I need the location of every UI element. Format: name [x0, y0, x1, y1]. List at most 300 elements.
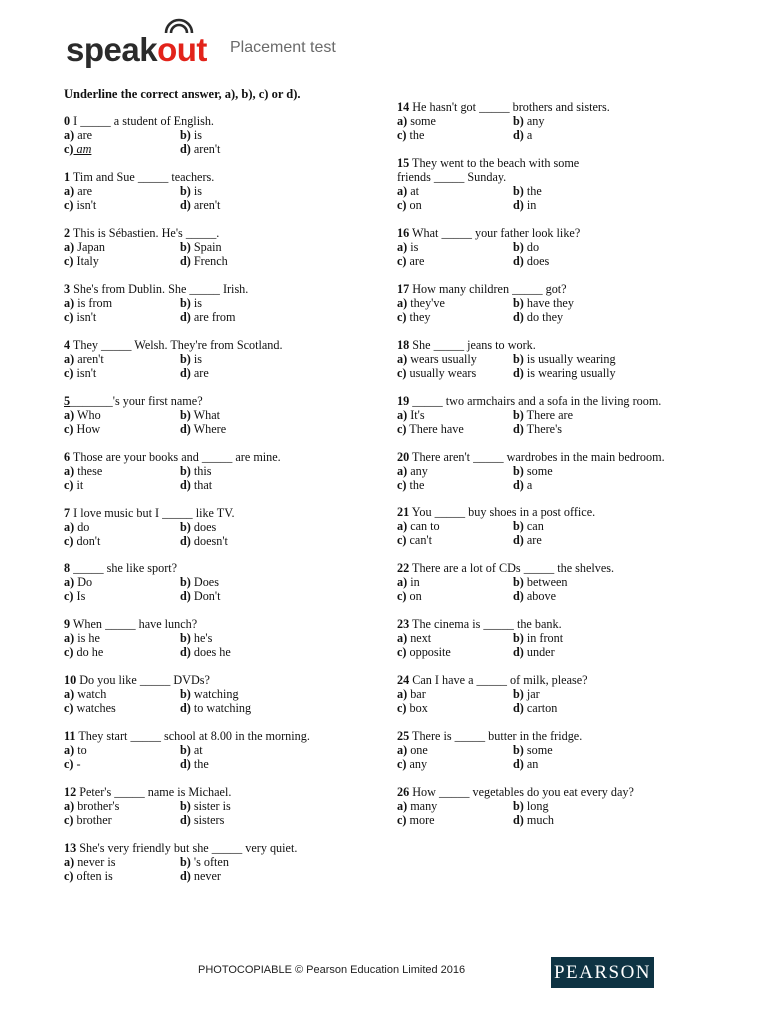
option-b[interactable] [180, 631, 212, 645]
answer-options [64, 575, 221, 603]
option-a[interactable] [397, 575, 420, 589]
answer-blank: _____ [441, 226, 472, 240]
question-text: buy shoes in a post office. [465, 505, 596, 519]
option-d[interactable] [513, 533, 542, 547]
option-d[interactable] [513, 589, 556, 603]
answer-blank: _____ [130, 729, 161, 743]
option-text: Spain [190, 240, 222, 254]
option-text: are [74, 128, 93, 142]
option-c[interactable] [397, 645, 451, 659]
option-text: watches [73, 701, 116, 715]
question-number: 4 [64, 338, 71, 352]
question-19 [397, 394, 661, 436]
question-7 [64, 506, 235, 548]
option-letter: b) [180, 408, 191, 422]
question-number: 25 [397, 729, 410, 743]
answer-blank: _____ [483, 617, 514, 631]
answer-options [397, 408, 661, 436]
option-d[interactable] [513, 422, 562, 436]
question-stem [397, 785, 634, 799]
question-text: How [409, 785, 439, 799]
option-letter: b) [513, 631, 524, 645]
instructions: Underline the correct answer, a), b), c) or d). [64, 87, 301, 101]
option-letter: d) [180, 310, 191, 324]
option-text: Italy [73, 254, 99, 268]
option-letter: a) [64, 184, 75, 198]
option-letter: b) [180, 240, 191, 254]
option-letter: b) [180, 799, 191, 813]
option-a[interactable] [397, 464, 428, 478]
answer-blank: _____ [73, 561, 104, 575]
option-a[interactable] [64, 296, 112, 310]
answer-options [64, 464, 281, 492]
option-a[interactable] [64, 240, 105, 254]
option-letter: d) [513, 757, 524, 771]
question-12 [64, 785, 231, 827]
option-a[interactable] [64, 408, 101, 422]
option-c[interactable] [64, 142, 91, 156]
question-number: 22 [397, 561, 410, 575]
option-letter: a) [64, 520, 75, 534]
option-c[interactable] [64, 589, 85, 603]
option-letter: b) [513, 575, 524, 589]
option-b[interactable] [180, 575, 219, 589]
option-letter: a) [397, 631, 408, 645]
question-3 [64, 282, 248, 324]
question-8 [64, 561, 221, 603]
answer-options [64, 184, 221, 212]
question-text: How many children [409, 282, 513, 296]
option-a[interactable] [64, 855, 115, 869]
question-21 [397, 505, 595, 547]
option-d[interactable] [180, 589, 220, 603]
option-text: don't [73, 534, 101, 548]
option-c[interactable] [64, 198, 96, 212]
option-b[interactable] [180, 464, 212, 478]
option-text: watching [190, 687, 239, 701]
option-c[interactable] [397, 128, 424, 142]
option-d[interactable] [180, 366, 209, 380]
question-9 [64, 617, 231, 659]
option-d[interactable] [180, 310, 236, 324]
option-a[interactable] [64, 520, 89, 534]
option-letter: d) [180, 869, 191, 883]
question-stem [397, 338, 536, 352]
question-25 [397, 729, 582, 771]
option-letter: d) [180, 645, 191, 659]
question-text: wardrobes in the main bedroom. [503, 450, 665, 464]
option-d[interactable] [513, 478, 532, 492]
question-stem [64, 617, 197, 631]
question-1 [64, 170, 221, 212]
option-a[interactable] [397, 799, 437, 813]
option-letter: b) [180, 296, 191, 310]
option-a[interactable] [64, 128, 92, 142]
option-text: does he [190, 645, 231, 659]
question-0 [64, 114, 221, 156]
option-letter: c) [397, 128, 407, 142]
option-letter: c) [397, 533, 407, 547]
option-a[interactable] [397, 184, 419, 198]
option-c[interactable] [64, 422, 100, 436]
option-b[interactable] [180, 240, 222, 254]
option-b[interactable] [513, 575, 568, 589]
option-b[interactable] [180, 128, 202, 142]
answer-options [64, 296, 248, 324]
option-text: any [523, 114, 545, 128]
option-text: Where [190, 422, 227, 436]
option-d[interactable] [513, 128, 532, 142]
question-text: 's your first name? [112, 394, 203, 408]
option-d[interactable] [513, 310, 563, 324]
option-text: There have [406, 422, 464, 436]
option-d[interactable] [513, 198, 536, 212]
option-a[interactable] [64, 631, 100, 645]
option-c[interactable] [64, 534, 100, 548]
option-text: do [74, 520, 90, 534]
option-c[interactable] [397, 366, 476, 380]
option-a[interactable] [397, 743, 428, 757]
question-stem [64, 506, 235, 520]
option-letter: c) [397, 813, 407, 827]
option-text: on [406, 198, 422, 212]
option-text: are [74, 184, 93, 198]
option-letter: c) [64, 254, 74, 268]
option-d[interactable] [180, 422, 226, 436]
option-d[interactable] [180, 869, 221, 883]
option-letter: d) [513, 813, 524, 827]
option-a[interactable] [64, 184, 92, 198]
option-a[interactable] [64, 575, 92, 589]
option-text: is he [74, 631, 100, 645]
option-a[interactable] [397, 519, 440, 533]
option-letter: a) [397, 687, 408, 701]
option-c[interactable] [397, 757, 427, 771]
option-b[interactable] [513, 687, 540, 701]
option-b[interactable] [513, 408, 573, 422]
question-text: are mine. [232, 450, 281, 464]
option-text: at [407, 184, 419, 198]
option-c[interactable] [64, 701, 116, 715]
question-number: 17 [397, 282, 410, 296]
option-d[interactable] [180, 813, 224, 827]
option-c[interactable] [397, 310, 431, 324]
option-text: watch [74, 687, 107, 701]
option-text: some [523, 743, 553, 757]
option-letter: b) [180, 631, 191, 645]
option-c[interactable] [64, 478, 83, 492]
question-text: butter in the fridge. [485, 729, 583, 743]
question-2 [64, 226, 228, 268]
option-letter: d) [513, 310, 524, 324]
option-d[interactable] [513, 757, 538, 771]
option-a[interactable] [64, 743, 87, 757]
option-text: Is [73, 589, 86, 603]
option-a[interactable] [397, 296, 445, 310]
option-text: sister is [190, 799, 231, 813]
option-d[interactable] [180, 254, 228, 268]
option-text: in [523, 198, 537, 212]
option-letter: c) [397, 757, 407, 771]
option-letter: c) [64, 757, 74, 771]
question-number: 3 [64, 282, 71, 296]
option-b[interactable] [513, 743, 553, 757]
question-23 [397, 617, 562, 659]
question-text: I love music but I [70, 506, 163, 520]
option-text: to [74, 743, 87, 757]
option-letter: c) [397, 310, 407, 324]
option-b[interactable] [180, 296, 202, 310]
option-text: - [73, 757, 81, 771]
option-c[interactable] [397, 254, 424, 268]
question-text: The cinema is [409, 617, 484, 631]
option-b[interactable] [180, 520, 216, 534]
question-15 [397, 156, 579, 212]
question-text: the shelves. [554, 561, 615, 575]
option-letter: c) [397, 366, 407, 380]
option-letter: d) [513, 366, 524, 380]
question-stem [397, 505, 595, 519]
option-letter: d) [180, 478, 191, 492]
option-a[interactable] [397, 408, 425, 422]
question-text: a student of English. [110, 114, 214, 128]
option-letter: b) [513, 799, 524, 813]
option-b[interactable] [180, 799, 231, 813]
option-c[interactable] [64, 366, 96, 380]
option-c[interactable] [64, 254, 99, 268]
answer-blank: _____ [438, 785, 470, 799]
answer-blank: _____ [80, 114, 111, 128]
option-d[interactable] [180, 645, 231, 659]
option-letter: c) [397, 198, 407, 212]
answer-options [397, 799, 634, 827]
option-text: wears usually [407, 352, 477, 366]
option-b[interactable] [513, 240, 539, 254]
option-letter: a) [64, 855, 75, 869]
option-a[interactable] [397, 631, 431, 645]
option-b[interactable] [513, 352, 616, 366]
question-number: 20 [397, 450, 410, 464]
option-letter: d) [513, 254, 524, 268]
option-letter: a) [397, 464, 408, 478]
question-16 [397, 226, 580, 268]
option-b[interactable] [513, 114, 545, 128]
option-b[interactable] [513, 631, 563, 645]
question-text: have lunch? [135, 617, 198, 631]
option-a[interactable] [397, 687, 426, 701]
header [66, 18, 386, 68]
option-text: do they [523, 310, 564, 324]
option-d[interactable] [513, 254, 549, 268]
option-text: some [523, 464, 553, 478]
option-d[interactable] [513, 813, 554, 827]
option-c[interactable] [397, 589, 422, 603]
question-text: They went to the beach with some [409, 156, 580, 170]
question-11 [64, 729, 310, 771]
option-letter: a) [64, 631, 75, 645]
answer-options [397, 464, 665, 492]
answer-options [64, 408, 227, 436]
answer-blank: _____ [434, 505, 466, 519]
option-letter: d) [180, 757, 191, 771]
option-letter: d) [513, 533, 524, 547]
option-d[interactable] [180, 701, 251, 715]
option-a[interactable] [397, 114, 436, 128]
option-letter: a) [397, 240, 408, 254]
option-a[interactable] [64, 687, 106, 701]
question-text: There are a lot of CDs [409, 561, 524, 575]
option-b[interactable] [180, 408, 220, 422]
option-text: It's [407, 408, 425, 422]
option-letter: a) [397, 296, 408, 310]
option-text: they've [407, 296, 445, 310]
option-b[interactable] [180, 743, 203, 757]
question-text: . [216, 226, 220, 240]
option-text: Japan [74, 240, 105, 254]
option-text: he's [190, 631, 213, 645]
answer-options [397, 296, 574, 324]
option-letter: a) [397, 114, 408, 128]
option-b[interactable] [513, 296, 574, 310]
option-text: can [523, 519, 544, 533]
option-d[interactable] [513, 645, 555, 659]
option-letter: b) [180, 184, 191, 198]
answer-options [397, 743, 582, 771]
question-stem [397, 156, 579, 170]
option-letter: a) [64, 352, 75, 366]
option-text: do [523, 240, 540, 254]
option-c[interactable] [64, 813, 112, 827]
option-d[interactable] [180, 198, 220, 212]
option-letter: c) [64, 422, 74, 436]
option-text: doesn't [190, 534, 228, 548]
answer-options [64, 687, 252, 715]
option-letter: b) [513, 519, 524, 533]
option-text: Do [74, 575, 93, 589]
option-text: the [406, 128, 425, 142]
option-letter: d) [513, 198, 524, 212]
option-d[interactable] [180, 478, 212, 492]
option-a[interactable] [397, 352, 477, 366]
option-c[interactable] [397, 533, 432, 547]
option-c[interactable] [397, 198, 422, 212]
answer-blank: _____ [412, 394, 443, 408]
answer-blank: _____ [512, 282, 543, 296]
option-letter: c) [64, 589, 74, 603]
option-letter: c) [64, 198, 74, 212]
option-letter: c) [64, 701, 74, 715]
option-a[interactable] [64, 799, 119, 813]
option-letter: c) [397, 701, 407, 715]
option-text: is from [74, 296, 113, 310]
option-d[interactable] [180, 142, 220, 156]
option-text: box [406, 701, 428, 715]
answer-options [64, 240, 228, 268]
option-letter: c) [64, 366, 74, 380]
question-text: She [409, 338, 434, 352]
option-letter: c) [64, 645, 74, 659]
option-d[interactable] [180, 534, 228, 548]
option-b[interactable] [513, 184, 542, 198]
question-text: Irish. [219, 282, 249, 296]
option-letter: d) [180, 366, 191, 380]
option-text: never is [74, 855, 116, 869]
option-c[interactable] [64, 310, 96, 324]
answer-options [397, 184, 579, 212]
option-letter: b) [180, 575, 191, 589]
question-5 [64, 394, 227, 436]
option-letter: c) [64, 534, 74, 548]
answer-blank: _____ [433, 170, 465, 184]
option-b[interactable] [180, 687, 239, 701]
option-letter: a) [64, 464, 75, 478]
question-text: What [409, 226, 442, 240]
option-d[interactable] [180, 757, 209, 771]
option-b[interactable] [513, 519, 544, 533]
question-text: teachers. [168, 170, 215, 184]
question-text: Peter's [76, 785, 115, 799]
option-letter: c) [397, 254, 407, 268]
question-text: She's from Dublin. She [70, 282, 190, 296]
answer-blank: _____ [454, 729, 486, 743]
option-letter: b) [180, 464, 191, 478]
option-text: aren't [190, 142, 221, 156]
option-text: does [190, 520, 217, 534]
option-text: is [407, 240, 419, 254]
answer-blank: _____ [101, 338, 132, 352]
option-b[interactable] [513, 464, 553, 478]
question-number: 11 [64, 729, 76, 743]
question-number: 14 [397, 100, 410, 114]
option-text: brother [73, 813, 112, 827]
option-d[interactable] [513, 701, 557, 715]
option-letter: d) [180, 701, 191, 715]
option-a[interactable] [64, 352, 104, 366]
option-letter: b) [513, 464, 524, 478]
option-b[interactable] [513, 799, 549, 813]
option-c[interactable] [64, 869, 113, 883]
option-c[interactable] [397, 813, 435, 827]
question-number: 8 [64, 561, 71, 575]
option-text: Who [74, 408, 101, 422]
option-c[interactable] [397, 701, 428, 715]
question-text: of milk, please? [507, 673, 588, 687]
option-b[interactable] [180, 184, 202, 198]
option-letter: d) [180, 254, 191, 268]
option-d[interactable] [513, 366, 616, 380]
option-c[interactable] [64, 757, 81, 771]
question-stem [64, 338, 283, 352]
option-letter: a) [397, 799, 408, 813]
option-a[interactable] [64, 464, 102, 478]
option-text: am [73, 142, 92, 156]
option-b[interactable] [180, 352, 202, 366]
question-text: She's very friendly but she [76, 841, 212, 855]
option-letter: c) [397, 422, 407, 436]
option-c[interactable] [397, 422, 464, 436]
option-text: There's [523, 422, 563, 436]
option-c[interactable] [64, 645, 103, 659]
question-stem [64, 170, 214, 184]
answer-blank: _____ [433, 338, 465, 352]
option-c[interactable] [397, 478, 424, 492]
option-a[interactable] [397, 240, 418, 254]
question-text: the bank. [513, 617, 562, 631]
option-letter: d) [513, 701, 524, 715]
option-b[interactable] [180, 855, 229, 869]
option-text: one [407, 743, 428, 757]
answer-options [397, 519, 595, 547]
